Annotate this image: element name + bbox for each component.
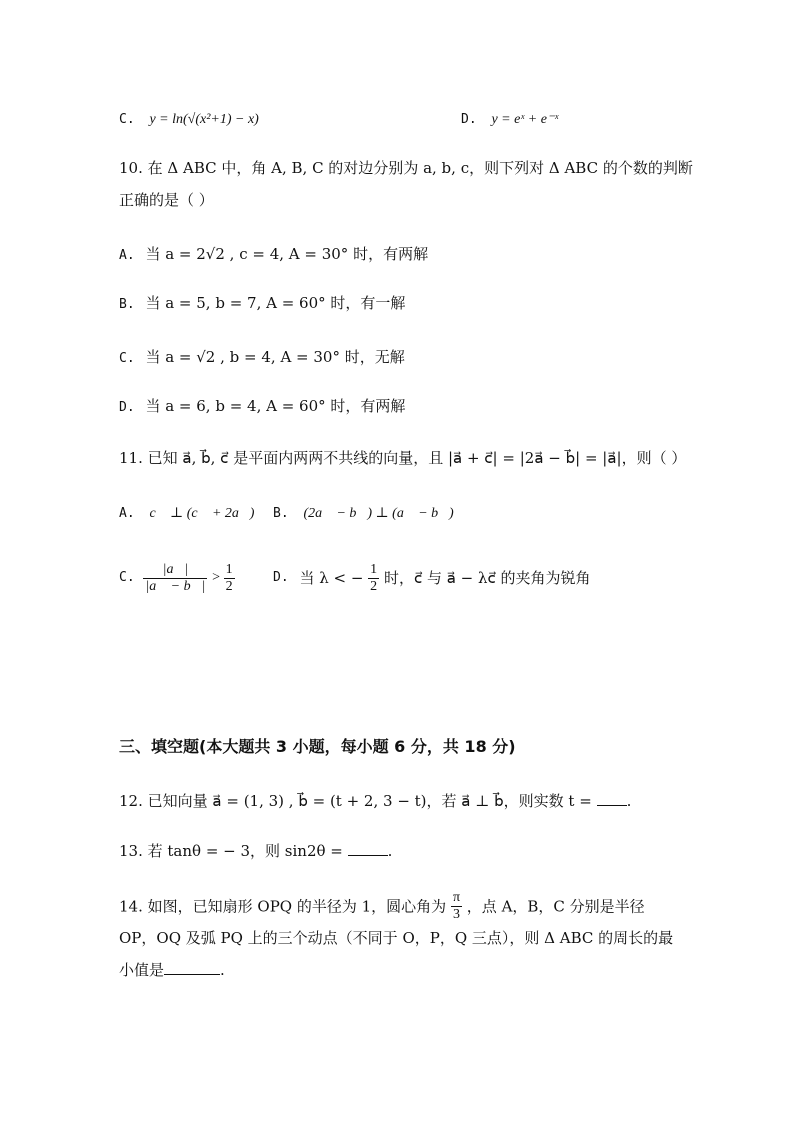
denominator: 3 — [452, 907, 460, 922]
answer-blank[interactable] — [348, 841, 388, 856]
option-label: A. — [119, 248, 135, 263]
angle-fraction — [451, 890, 462, 923]
q10-option-c — [119, 347, 405, 369]
denominator: 2 — [225, 578, 233, 594]
answer-blank[interactable] — [597, 791, 627, 806]
numerator: 1 — [225, 561, 233, 577]
option-label: B. — [273, 506, 289, 521]
q11-option-c — [119, 560, 235, 595]
option-label: D. — [273, 570, 289, 585]
q11-option-a — [119, 502, 254, 524]
q14-line2: OP，OQ 及弧 PQ 上的三个动点（不同于 O，P，Q 三点），则 Δ ABC 的周长的最 — [119, 929, 674, 947]
q11-option-d — [273, 560, 591, 595]
q13: 13. 若 tanθ = − 3，则 sin2θ = . — [119, 842, 393, 860]
half-fraction — [224, 562, 235, 595]
option-label: D. — [461, 112, 477, 127]
option-text: 当 a = 5, b = 7, A = 60° 时，有一解 — [145, 294, 406, 312]
option-label: B. — [119, 297, 135, 312]
q10-stem-line2: 正确的是（ ） — [119, 191, 214, 209]
option-label: D. — [119, 400, 135, 415]
q10-option-a — [119, 244, 428, 266]
q10-option-b — [119, 293, 405, 315]
answer-blank[interactable] — [164, 960, 220, 975]
q9-option-c — [119, 108, 259, 130]
option-label: C. — [119, 351, 135, 366]
question-text: 14. 如图，已知扇形 OPQ 的半径为 1，圆心角为 — [119, 897, 451, 916]
q11-option-b — [273, 502, 454, 524]
question-text: ，点 A，B，C 分别是半径 — [466, 897, 645, 916]
option-text: c⃗ ⊥ (c⃗ + 2a⃗) — [149, 506, 255, 521]
numerator: 1 — [370, 561, 378, 577]
denominator: |a⃗ − b⃗| — [145, 578, 206, 594]
question-text: 12. 已知向量 a⃗ = (1, 3) , b⃗ = (t + 2, 3 − t)，若 a⃗ ⊥ b⃗，则实数 t = — [119, 792, 597, 810]
numerator: |a⃗| — [143, 562, 207, 579]
option-text: 当 a = √2 , b = 4, A = 30° 时，无解 — [145, 348, 405, 366]
q9-option-d — [461, 108, 558, 130]
half-fraction — [368, 562, 379, 595]
question-text: 小值是 — [119, 961, 165, 979]
fraction — [143, 562, 207, 595]
formula: y = eˣ + e⁻ˣ — [491, 112, 559, 127]
option-label: C. — [119, 570, 135, 585]
option-text: 当 a = 2√2 , c = 4, A = 30° 时，有两解 — [145, 245, 429, 263]
section-heading: 三、填空题(本大题共 3 小题，每小题 6 分，共 18 分) — [119, 737, 516, 756]
q14-line3: 小值是 . — [119, 961, 225, 979]
relation: > — [212, 570, 224, 585]
option-label: A. — [119, 506, 135, 521]
q10-stem-line1: 10. 在 Δ ABC 中，角 A, B, C 的对边分别为 a, b, c，则下列对 Δ ABC 的个数的判断 — [119, 159, 693, 177]
question-text: 13. 若 tanθ = − 3，则 sin2θ = — [119, 842, 348, 860]
option-label: C. — [119, 112, 135, 127]
formula: y = ln(√(x²+1) − x) — [149, 112, 259, 127]
denominator: 2 — [370, 578, 378, 594]
q12: 12. 已知向量 a⃗ = (1, 3) , b⃗ = (t + 2, 3 − t)，若 a⃗ ⊥ b⃗，则实数 t = . — [119, 792, 632, 810]
q11-stem: 11. 已知 a⃗, b⃗, c⃗ 是平面内两两不共线的向量，且 |a⃗ + c⃗| = |2a⃗ − b⃗| = |a⃗|，则（ ） — [119, 449, 687, 467]
q14-line1 — [119, 890, 645, 923]
option-text: (2a⃗ − b⃗) ⊥ (a⃗ − b⃗) — [303, 506, 454, 521]
option-text-pre: 当 λ < − — [299, 569, 369, 587]
option-text-post: 时，c⃗ 与 a⃗ − λc⃗ 的夹角为锐角 — [383, 569, 591, 587]
option-text: 当 a = 6, b = 4, A = 60° 时，有两解 — [145, 397, 406, 415]
q10-option-d — [119, 396, 405, 418]
numerator: π — [452, 890, 461, 905]
